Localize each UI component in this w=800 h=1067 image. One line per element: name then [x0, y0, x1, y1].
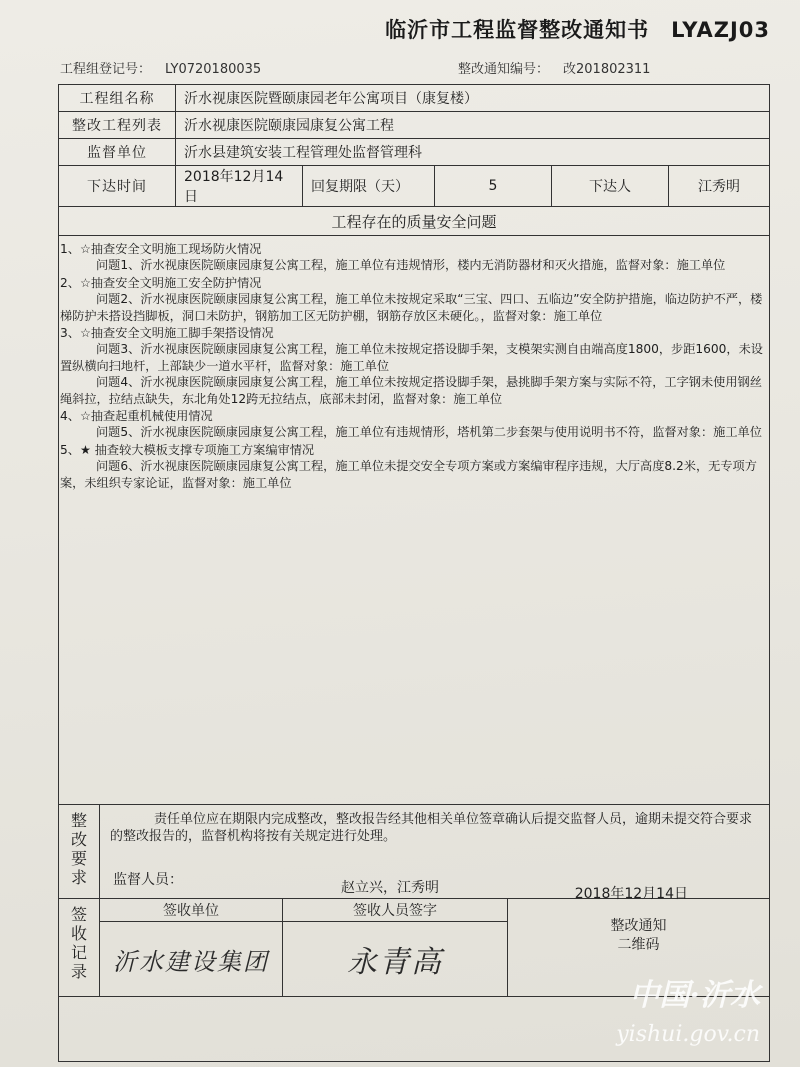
issue-text: 问题1、沂水视康医院颐康园康复公寓工程，施工单位有违规情形，楼内无消防器材和灭火措施，监督对象：施工单位 — [96, 258, 726, 273]
requirements-text — [100, 805, 770, 847]
issues-heading: 工程存在的质量安全问题 — [59, 207, 770, 236]
requirements-side-label — [59, 805, 100, 899]
notice-number-label: 整改通知编号： — [458, 62, 550, 77]
issues-list — [60, 240, 765, 491]
registration-number — [60, 58, 261, 77]
requirements-side-text: 整改要求 — [71, 811, 88, 887]
requirements-body: 责任单位应在期限内完成整改，整改报告经其他相关单位签章确认后提交监督人员，逾期未提交符合要求的整改报告的，监督机构将按有关规定进行处理。 — [110, 812, 753, 844]
unit-signature: 沂水建设集团 — [113, 947, 269, 976]
site-watermark — [616, 970, 760, 1047]
watermark-line1: 中国·沂水 — [629, 978, 760, 1013]
issue-category: 5、★ 抽查较大模板支撑专项施工方案编审情况 — [60, 442, 315, 457]
rectify-list-label: 整改工程列表 — [59, 112, 176, 139]
project-group-label: 工程组名称 — [59, 85, 176, 112]
registration-label: 工程组登记号： — [60, 62, 152, 77]
issue-time-value: 2018年12月14日 — [176, 166, 303, 207]
notice-qr-label: 整改通知二维码 — [610, 918, 667, 953]
notice-number-value: 改201802311 — [563, 62, 651, 77]
supervisor-unit-value: 沂水县建筑安装工程管理处监督管理科 — [176, 139, 770, 166]
issue-category: 1、☆抽查安全文明施工现场防火情况 — [60, 242, 262, 256]
registration-value: LY0720180035 — [165, 62, 262, 77]
page-title: 临沂市工程监督整改通知书 LYAZJ03 — [385, 18, 770, 42]
receipt-side-label — [59, 899, 100, 997]
issuer-value: 江秀明 — [669, 166, 770, 207]
receipt-person-cell — [283, 922, 508, 997]
project-group-value: 沂水视康医院暨颐康园老年公寓项目（康复楼） — [176, 85, 770, 112]
issuer-label: 下达人 — [552, 166, 669, 207]
issue-text: 问题2、沂水视康医院颐康园康复公寓工程，施工单位未按规定采取“三宝、四口、五临边”安全防护措施，临边防护不严，楼梯防护未搭设挡脚板，洞口未防护，钢筋加工区无防护棚，钢筋存放区未硬化。，监督对象：施工单位 — [60, 292, 763, 323]
person-signature: 永青高 — [347, 945, 443, 980]
issue-text: 问题3、沂水视康医院颐康园康复公寓工程，施工单位未按规定搭设脚手架，支模架实测自由端高度1800，步距1600，未设置纵横向扫地杆，上部缺少一道水平杆，监督对象：施工单位 — [60, 342, 763, 373]
rectify-list-value: 沂水视康医院颐康园康复公寓工程 — [176, 112, 770, 139]
watermark-line2: yishui.gov.cn — [616, 1022, 760, 1047]
issue-text: 问题6、沂水视康医院颐康园康复公寓工程，施工单位未提交安全专项方案或方案编审程序违规，大厅高度8.2米，无专项方案，未组织专家论证，监督对象：施工单位 — [60, 459, 757, 490]
receipt-person-header: 签收人员签字 — [283, 899, 508, 922]
issue-time-label: 下达时间 — [59, 166, 176, 207]
notice-number — [458, 58, 650, 77]
issue-text: 问题4、沂水视康医院颐康园康复公寓工程，施工单位未按规定搭设脚手架，悬挑脚手架方案与实际不符，工字钢未使用钢丝绳斜拉，拉结点缺失，东北角处12跨无拉结点，底部未封闭，监督对象：施工单位 — [60, 375, 762, 406]
receipt-unit-header: 签收单位 — [100, 899, 283, 922]
requirements-date: 2018年12月14日 — [574, 886, 688, 903]
issue-text: 问题5、沂水视康医院颐康园康复公寓工程，施工单位有违规情形，塔机第二步套架与使用说明书不符，监督对象：施工单位 — [96, 425, 762, 440]
issue-category: 2、☆抽查安全文明施工安全防护情况 — [60, 275, 262, 290]
reply-limit-value: 5 — [435, 166, 552, 207]
receipt-side-text: 签收记录 — [71, 905, 88, 981]
issue-category: 3、☆抽查安全文明施工脚手架搭设情况 — [60, 326, 274, 341]
info-table — [58, 84, 770, 236]
reply-limit-label: 回复期限（天） — [303, 166, 435, 207]
receipt-unit-cell — [100, 922, 283, 997]
requirements-table — [58, 804, 770, 997]
requirements-sign-row — [100, 846, 770, 903]
issue-category: 4、☆抽查起重机械使用情况 — [60, 409, 213, 424]
supervisor-names: 赵立兴，江秀明 — [341, 880, 439, 897]
supervisor-label: 监督人员： — [113, 872, 183, 889]
supervisor-unit-label: 监督单位 — [59, 139, 176, 166]
